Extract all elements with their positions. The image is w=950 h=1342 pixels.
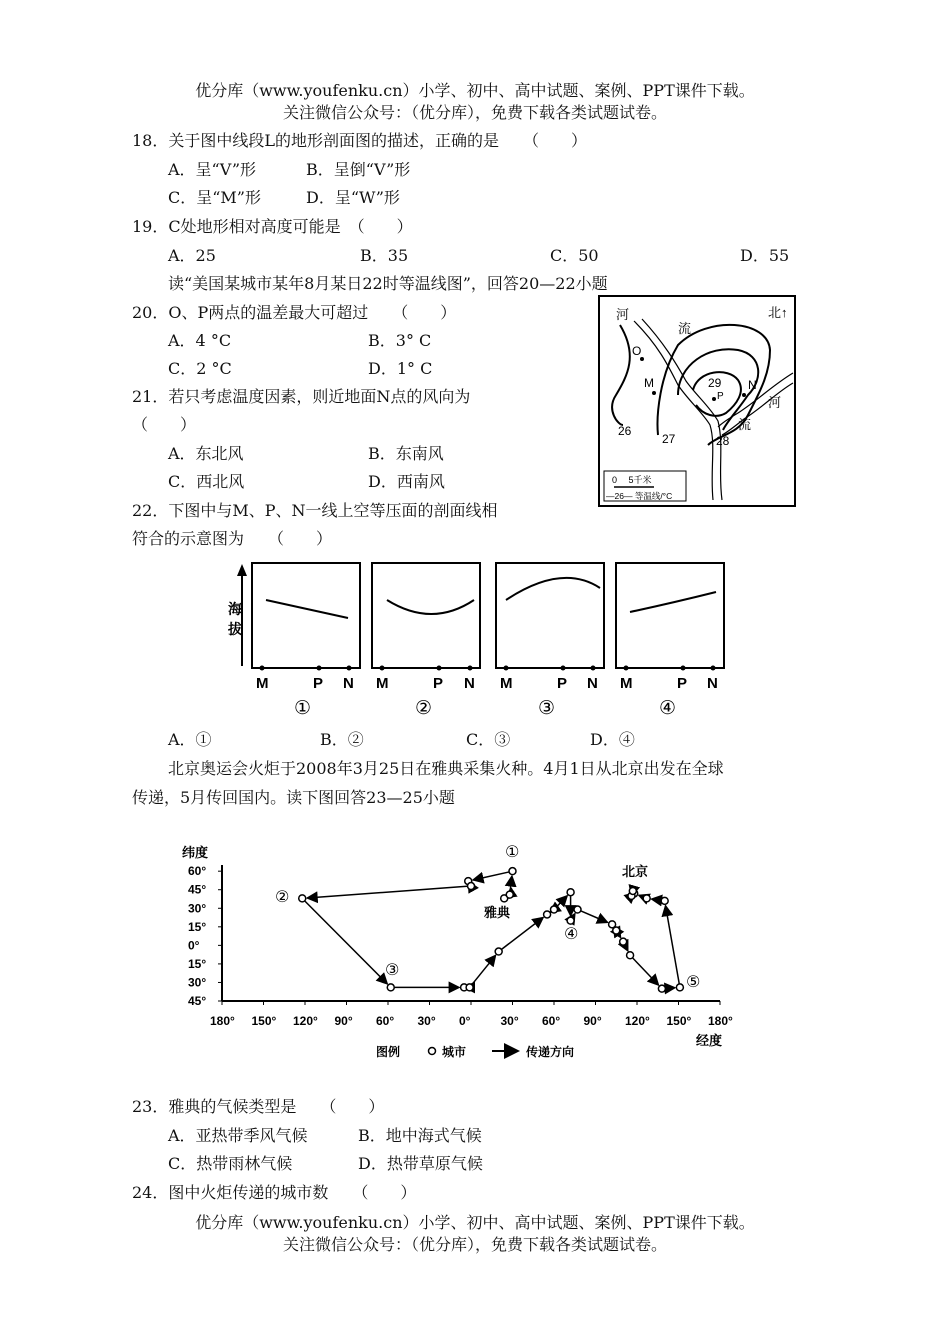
q20-option-b: B．3° C xyxy=(368,331,432,350)
isotherm-label-26: 26 xyxy=(618,424,632,438)
marker-4: ④ xyxy=(564,926,579,943)
city-point xyxy=(643,895,650,902)
panel-3-p: P xyxy=(557,675,568,692)
q19-option-c: C．50 xyxy=(550,246,599,265)
q18-stem: 18．关于图中线段L的地形剖面图的描述，正确的是 （ ） xyxy=(132,131,587,150)
intro-23-25-line2: 传递，5月传回国内。读下图回答23—25小题 xyxy=(132,788,455,807)
panel-3-label: ③ xyxy=(538,698,556,719)
y-tick-label: 15° xyxy=(188,956,207,971)
label-o: O xyxy=(632,344,642,358)
footer-line-2: 关注微信公众号：（优分库），免费下载各类试题试卷。 xyxy=(282,1235,667,1254)
scale-text: 0 5千米 xyxy=(612,475,652,485)
north-arrow-icon: ↑ xyxy=(781,305,788,320)
point-p xyxy=(712,397,716,401)
city-point xyxy=(495,948,502,955)
route-segment xyxy=(573,914,575,917)
legend-arrow: 传递方向 xyxy=(526,1045,575,1059)
q18-option-a: A．呈“V”形 xyxy=(168,160,257,179)
label-n: N xyxy=(748,378,757,392)
panel-1-m: M xyxy=(256,675,269,692)
marker-3: ③ xyxy=(385,962,400,979)
route-segment xyxy=(473,872,508,880)
label-beijing: 北京 xyxy=(622,864,649,879)
route-segment xyxy=(652,899,661,900)
panel-4-n: N xyxy=(707,675,718,692)
city-point xyxy=(466,984,473,991)
label-flow-left: 流 xyxy=(678,321,692,336)
route-segment xyxy=(625,945,628,951)
q18-option-b: B．呈倒“V”形 xyxy=(306,160,411,179)
route-segment xyxy=(618,934,620,937)
profile-panel-4 xyxy=(616,563,724,719)
q22-option-b: B．② xyxy=(320,730,364,749)
label-athens: 雅典 xyxy=(484,905,511,920)
x-tick-label: 30° xyxy=(417,1014,436,1028)
panel-3-curve xyxy=(506,578,600,600)
q23-option-a: A．亚热带季风气候 xyxy=(168,1126,308,1145)
panel-4-curve xyxy=(630,592,716,612)
city-point xyxy=(299,895,306,902)
x-tick-label: 0° xyxy=(459,1014,471,1028)
point-n xyxy=(742,393,746,397)
isotherm-label-29: 29 xyxy=(708,376,722,390)
torch-relay-chart xyxy=(180,835,760,1065)
route-segment xyxy=(472,955,495,984)
q18-option-d: D．呈“W”形 xyxy=(306,188,400,207)
q22-option-a: A．① xyxy=(168,730,212,749)
profile-y-arrow-icon xyxy=(237,564,247,576)
q19-option-a: A．25 xyxy=(168,246,216,265)
panel-2-n: N xyxy=(464,675,475,692)
q19-option-b: B．35 xyxy=(360,246,409,265)
q19-stem: 19．C处地形相对高度可能是 （ ） xyxy=(132,217,413,236)
route-segment xyxy=(502,917,543,949)
profile-panel-3 xyxy=(496,563,604,719)
footer-line-1: 优分库（www.youfenku.cn）小学、初中、高中试题、案例、PPT课件下载。 xyxy=(195,1213,755,1232)
q23-option-d: D．热带草原气候 xyxy=(358,1154,483,1173)
q21-stem-paren: （ ） xyxy=(132,415,197,434)
q22-stem-line2: 符合的示意图为 （ ） xyxy=(132,529,333,548)
q23-option-c: C．热带雨林气候 xyxy=(168,1154,293,1173)
route-segment xyxy=(305,901,387,984)
y-tick-label: 45° xyxy=(188,994,207,1008)
profile-ylabel-2: 拔 xyxy=(228,621,242,637)
panel-4-p: P xyxy=(677,675,688,692)
q22-option-d: D．④ xyxy=(590,730,635,749)
q19-option-d: D．55 xyxy=(740,246,790,265)
x-tick-label: 150° xyxy=(251,1014,277,1028)
q21-stem: 21．若只考虑温度因素，则近地面N点的风向为 xyxy=(132,387,471,406)
city-point xyxy=(620,938,627,945)
profile-panel-2 xyxy=(372,563,480,719)
chart-xlabel: 经度 xyxy=(696,1033,723,1048)
isotherm-map xyxy=(598,295,796,507)
y-tick-label: 0° xyxy=(188,938,200,953)
route-segment xyxy=(633,958,659,985)
city-point xyxy=(613,927,620,934)
route-segment xyxy=(666,906,680,984)
profile-panel-1 xyxy=(252,563,360,719)
q22-stem: 22．下图中与M、P、N一线上空等压面的剖面线相 xyxy=(132,501,498,520)
panel-1-curve xyxy=(266,600,348,618)
city-point xyxy=(468,883,475,890)
marker-2: ② xyxy=(275,889,290,906)
intro-20-22: 读“美国某城市某年8月某日22时等温线图”，回答20—22小题 xyxy=(168,274,608,293)
y-tick-label: 30° xyxy=(188,901,207,916)
panel-2-p: P xyxy=(433,675,444,692)
route-segment xyxy=(307,886,467,898)
panel-1-p: P xyxy=(313,675,324,692)
panel-2-curve xyxy=(387,600,474,614)
label-river-right: 河 xyxy=(768,395,782,410)
panel-2-m: M xyxy=(376,675,389,692)
marker-5: ⑤ xyxy=(686,974,701,991)
x-tick-label: 120° xyxy=(293,1014,318,1028)
panel-1-n: N xyxy=(343,675,354,692)
marker-1: ① xyxy=(505,844,520,861)
q24-stem: 24．图中火炬传递的城市数 （ ） xyxy=(132,1183,417,1202)
q21-option-b: B．东南风 xyxy=(368,444,444,463)
x-tick-label: 60° xyxy=(542,1014,561,1028)
panel-3-m: M xyxy=(500,675,513,692)
panel-1-label: ① xyxy=(294,698,312,719)
route-segment xyxy=(639,895,643,897)
q20-option-c: C．2 °C xyxy=(168,359,232,378)
y-tick-label: 15° xyxy=(188,919,207,934)
city-point xyxy=(387,984,394,991)
label-river-left: 河 xyxy=(616,307,630,322)
city-point xyxy=(509,868,516,875)
city-point xyxy=(661,897,668,904)
q20-option-d: D．1° C xyxy=(368,359,433,378)
legend-city: 城市 xyxy=(442,1045,467,1059)
profile-ylabel-1: 海 xyxy=(228,601,242,617)
x-tick-label: 150° xyxy=(666,1014,692,1028)
label-flow-right: 流 xyxy=(738,417,752,432)
x-tick-label: 60° xyxy=(376,1014,395,1028)
profile-figures xyxy=(222,558,732,723)
y-tick-label: 45° xyxy=(188,882,207,897)
q23-option-b: B．地中海式气候 xyxy=(358,1126,482,1145)
isotherm-label-28: 28 xyxy=(716,434,730,448)
legend-text: —26— 等温线/°C xyxy=(606,491,673,501)
q21-option-c: C．西北风 xyxy=(168,472,245,491)
y-tick-label: 60° xyxy=(188,864,207,879)
y-tick-label: 30° xyxy=(188,975,207,990)
panel-4-m: M xyxy=(620,675,633,692)
intro-23-25-line1: 北京奥运会火炬于2008年3月25日在雅典采集火种。4月1日从北京出发在全球 xyxy=(168,759,724,778)
x-tick-label: 180° xyxy=(708,1014,733,1028)
header-line-2: 关注微信公众号：（优分库），免费下载各类试题试卷。 xyxy=(282,103,667,122)
q23-stem: 23．雅典的气候类型是 （ ） xyxy=(132,1097,385,1116)
x-tick-label: 30° xyxy=(500,1014,519,1028)
x-tick-label: 90° xyxy=(583,1014,602,1028)
x-tick-label: 120° xyxy=(625,1014,650,1028)
label-m: M xyxy=(644,376,654,390)
q20-option-a: A．4 °C xyxy=(168,331,232,350)
legend-label: 图例 xyxy=(376,1045,401,1059)
panel-4-label: ④ xyxy=(659,698,677,719)
north-label: 北 xyxy=(768,305,782,320)
label-p: P xyxy=(717,391,724,402)
city-point xyxy=(574,906,581,913)
q21-option-a: A．东北风 xyxy=(168,444,244,463)
q21-option-d: D．西南风 xyxy=(368,472,445,491)
route-segment xyxy=(666,988,675,989)
city-point xyxy=(567,917,574,924)
city-point xyxy=(629,887,636,894)
city-point xyxy=(658,985,665,992)
q20-stem: 20．O、P两点的温差最大可超过 （ ） xyxy=(132,303,457,322)
legend-city-icon xyxy=(429,1048,436,1055)
x-tick-label: 90° xyxy=(334,1014,353,1028)
panel-3-n: N xyxy=(587,675,598,692)
panel-2-label: ② xyxy=(415,698,433,719)
city-point xyxy=(676,984,683,991)
city-point xyxy=(506,891,513,898)
route-segment xyxy=(581,911,607,922)
chart-ylabel: 纬度 xyxy=(182,845,209,860)
route-segment xyxy=(510,876,512,891)
city-point xyxy=(567,889,574,896)
x-tick-label: 180° xyxy=(210,1014,235,1028)
city-point xyxy=(544,911,551,918)
q18-option-c: C．呈“M”形 xyxy=(168,188,261,207)
point-m xyxy=(652,391,656,395)
route-segment xyxy=(557,896,567,907)
city-point xyxy=(627,952,634,959)
header-line-1: 优分库（www.youfenku.cn）小学、初中、高中试题、案例、PPT课件下载。 xyxy=(195,81,755,100)
city-point xyxy=(551,906,558,913)
q22-option-c: C．③ xyxy=(466,730,511,749)
isotherm-label-27: 27 xyxy=(662,432,676,446)
